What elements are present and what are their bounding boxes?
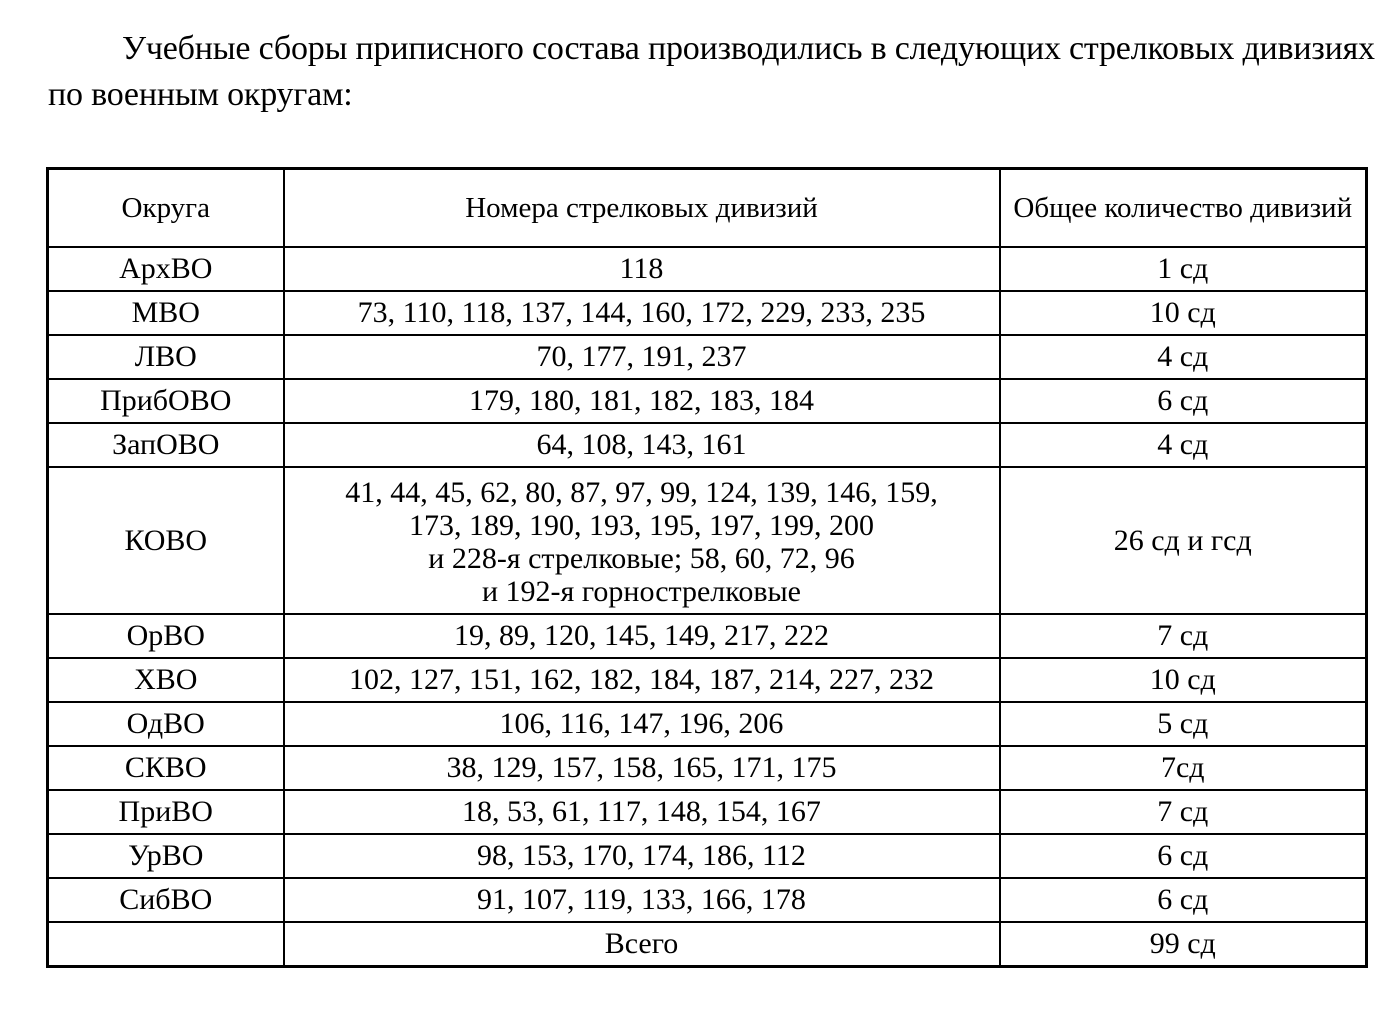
cell-district: ЗапОВО [48, 423, 284, 467]
cell-total: 6 сд [1000, 379, 1367, 423]
cell-district: СибВО [48, 878, 284, 922]
cell-numbers-multiline [284, 467, 1000, 614]
cell-total: 1 сд [1000, 247, 1367, 291]
table-row [48, 379, 1367, 423]
intro-paragraph: Учебные сборы приписного состава производились в следующих стрелковых дивизиях по военным округам: [48, 30, 1375, 113]
table-header-row [48, 169, 1367, 248]
cell-district: ОрВО [48, 614, 284, 658]
header-district: Округа [48, 169, 284, 248]
numbers-line: 173, 189, 190, 193, 195, 197, 199, 200 [409, 508, 874, 542]
divisions-table [46, 167, 1368, 968]
cell-numbers: 179, 180, 181, 182, 183, 184 [284, 379, 1000, 423]
cell-district: ПрибОВО [48, 379, 284, 423]
cell-district: СКВО [48, 746, 284, 790]
cell-total: 26 сд и гсд [1000, 467, 1367, 614]
table-row-kovo [48, 467, 1367, 614]
cell-numbers: 64, 108, 143, 161 [284, 423, 1000, 467]
cell-district: ХВО [48, 658, 284, 702]
cell-total: 10 сд [1000, 291, 1367, 335]
cell-district: АрхВО [48, 247, 284, 291]
cell-district: ПриВО [48, 790, 284, 834]
cell-total: 7сд [1000, 746, 1367, 790]
cell-total: 5 сд [1000, 702, 1367, 746]
cell-total: 4 сд [1000, 423, 1367, 467]
table-row [48, 423, 1367, 467]
numbers-line: 41, 44, 45, 62, 80, 87, 97, 99, 124, 139, 146, 159, [345, 475, 938, 509]
cell-numbers: 38, 129, 157, 158, 165, 171, 175 [284, 746, 1000, 790]
cell-numbers: 91, 107, 119, 133, 166, 178 [284, 878, 1000, 922]
cell-numbers: 18, 53, 61, 117, 148, 154, 167 [284, 790, 1000, 834]
cell-total: 6 сд [1000, 834, 1367, 878]
grand-total: 99 сд [1000, 922, 1367, 967]
header-numbers: Номера стрелковых дивизий [284, 169, 1000, 248]
total-label: Всего [284, 922, 1000, 967]
table-row [48, 790, 1367, 834]
cell-district: ЛВО [48, 335, 284, 379]
numbers-line: и 192-я горнострелковые [482, 574, 801, 608]
header-total: Общее количество дивизий [1000, 169, 1367, 248]
cell-total: 6 сд [1000, 878, 1367, 922]
numbers-line: и 228-я стрелковые; 58, 60, 72, 96 [428, 541, 855, 575]
cell-numbers: 73, 110, 118, 137, 144, 160, 172, 229, 233, 235 [284, 291, 1000, 335]
cell-district: ОдВО [48, 702, 284, 746]
cell-total: 10 сд [1000, 658, 1367, 702]
table-row [48, 746, 1367, 790]
cell-numbers: 70, 177, 191, 237 [284, 335, 1000, 379]
cell-numbers: 102, 127, 151, 162, 182, 184, 187, 214, 227, 232 [284, 658, 1000, 702]
cell-numbers: 19, 89, 120, 145, 149, 217, 222 [284, 614, 1000, 658]
table-row [48, 702, 1367, 746]
table-row [48, 614, 1367, 658]
table-row [48, 247, 1367, 291]
cell-total: 7 сд [1000, 790, 1367, 834]
cell-district: УрВО [48, 834, 284, 878]
cell-district: МВО [48, 291, 284, 335]
cell-numbers: 98, 153, 170, 174, 186, 112 [284, 834, 1000, 878]
cell-numbers: 106, 116, 147, 196, 206 [284, 702, 1000, 746]
cell-district: КОВО [48, 467, 284, 614]
table-row [48, 658, 1367, 702]
table-row [48, 878, 1367, 922]
table-row [48, 834, 1367, 878]
table-row [48, 335, 1367, 379]
cell-total: 7 сд [1000, 614, 1367, 658]
table-row [48, 291, 1367, 335]
cell-total: 4 сд [1000, 335, 1367, 379]
cell-numbers: 118 [284, 247, 1000, 291]
cell-district-empty [48, 922, 284, 967]
table-total-row [48, 922, 1367, 967]
